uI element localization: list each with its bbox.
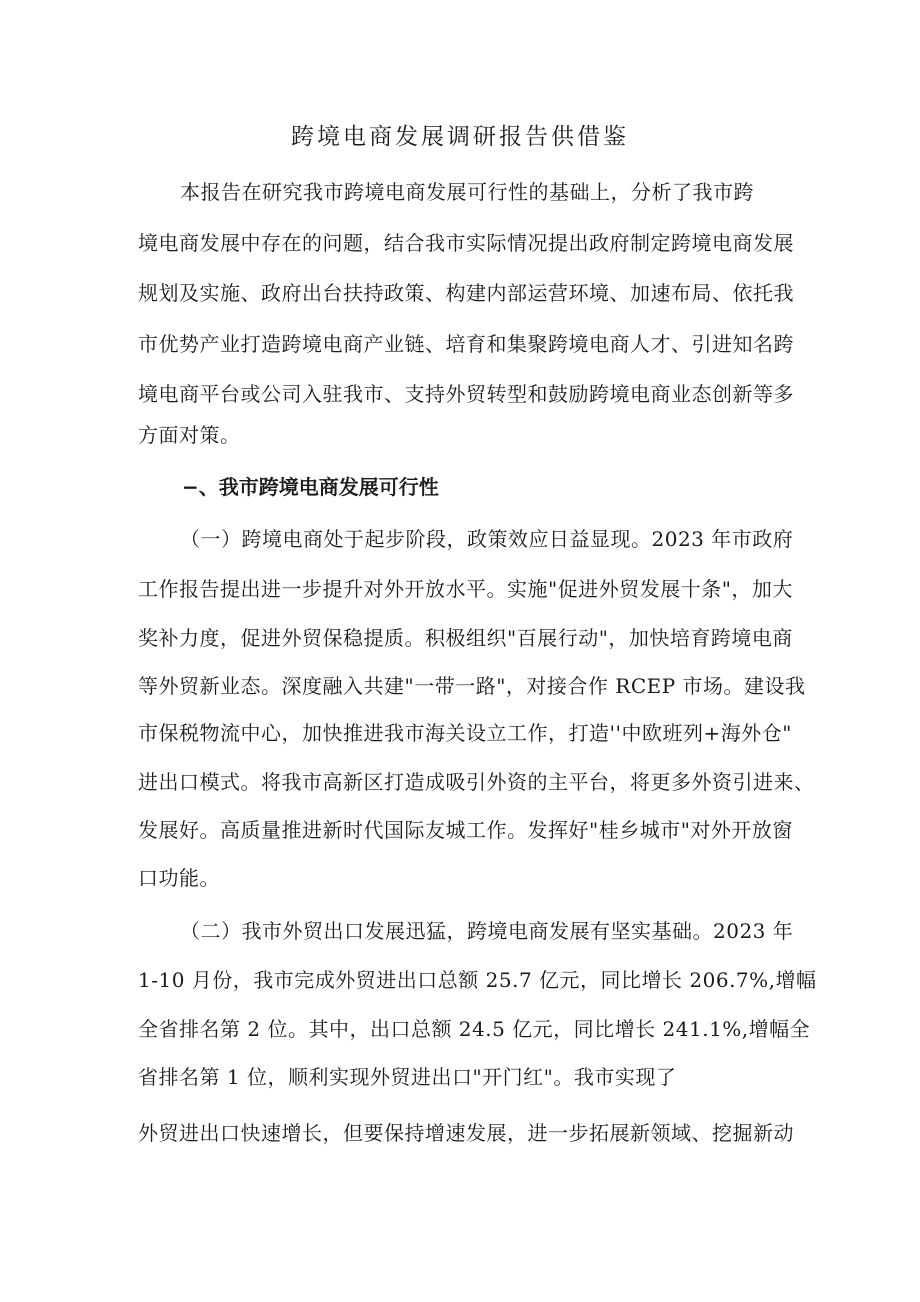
intro-line: 境电商平台或公司入驻我市、支持外贸转型和鼓励跨境电商业态创新等多 xyxy=(138,382,794,406)
document-title: 跨境电商发展调研报告供借鉴 xyxy=(291,124,629,150)
paragraph-line: 等外贸新业态。深度融入共建"一带一路"，对接合作 RCEP 市场。建设我 xyxy=(138,674,806,698)
paragraph-line: 全省排名第 2 位。其中，出口总额 24.5 亿元，同比增长 241.1%,增幅全 xyxy=(138,1017,811,1041)
intro-line: 本报告在研究我市跨境电商发展可行性的基础上，分析了我市跨 xyxy=(180,180,754,204)
paragraph-line: 1-10 月份，我市完成外贸进出口总额 25.7 亿元，同比增长 206.7%,增幅 xyxy=(138,968,817,992)
section-heading: −、我市跨境电商发展可行性 xyxy=(182,475,439,499)
paragraph-line: 发展好。高质量推进新时代国际友城工作。发挥好"桂乡城市"对外开放窗 xyxy=(138,818,793,842)
paragraph-line: 奖补力度，促进外贸保稳提质。积极组织"百展行动"，加快培育跨境电商 xyxy=(138,626,793,650)
paragraph-line: 外贸进出口快速增长，但要保持增速发展，进一步拓展新领域、挖掘新动 xyxy=(138,1121,794,1145)
paragraph-line: 工作报告提出进一步提升对外开放水平。实施"促进外贸发展十条"，加大 xyxy=(138,577,793,601)
paragraph-line: 进出口模式。将我市高新区打造成吸引外资的主平台，将更多外资引进来、 xyxy=(138,770,815,794)
intro-line: 方面对策。 xyxy=(138,423,241,447)
paragraph-line: 口功能。 xyxy=(138,866,220,890)
intro-line: 境电商发展中存在的问题，结合我市实际情况提出政府制定跨境电商发展 xyxy=(138,231,794,255)
paragraph-line: （一）跨境电商处于起步阶段，政策效应日益显现。2023 年市政府 xyxy=(180,527,794,551)
paragraph-line: 省排名第 1 位，顺利实现外贸进出口"开门红"。我市实现了 xyxy=(138,1065,677,1089)
intro-line: 规划及实施、政府出台扶持政策、构建内部运营环境、加速布局、依托我 xyxy=(138,281,794,305)
paragraph-line: 市保税物流中心，加快推进我市海关设立工作，打造''中欧班列+海外仓" xyxy=(138,721,792,745)
paragraph-line: （二）我市外贸出口发展迅猛，跨境电商发展有坚实基础。2023 年 xyxy=(180,919,794,943)
intro-line: 市优势产业打造跨境电商产业链、培育和集聚跨境电商人才、引进知名跨 xyxy=(138,332,794,356)
